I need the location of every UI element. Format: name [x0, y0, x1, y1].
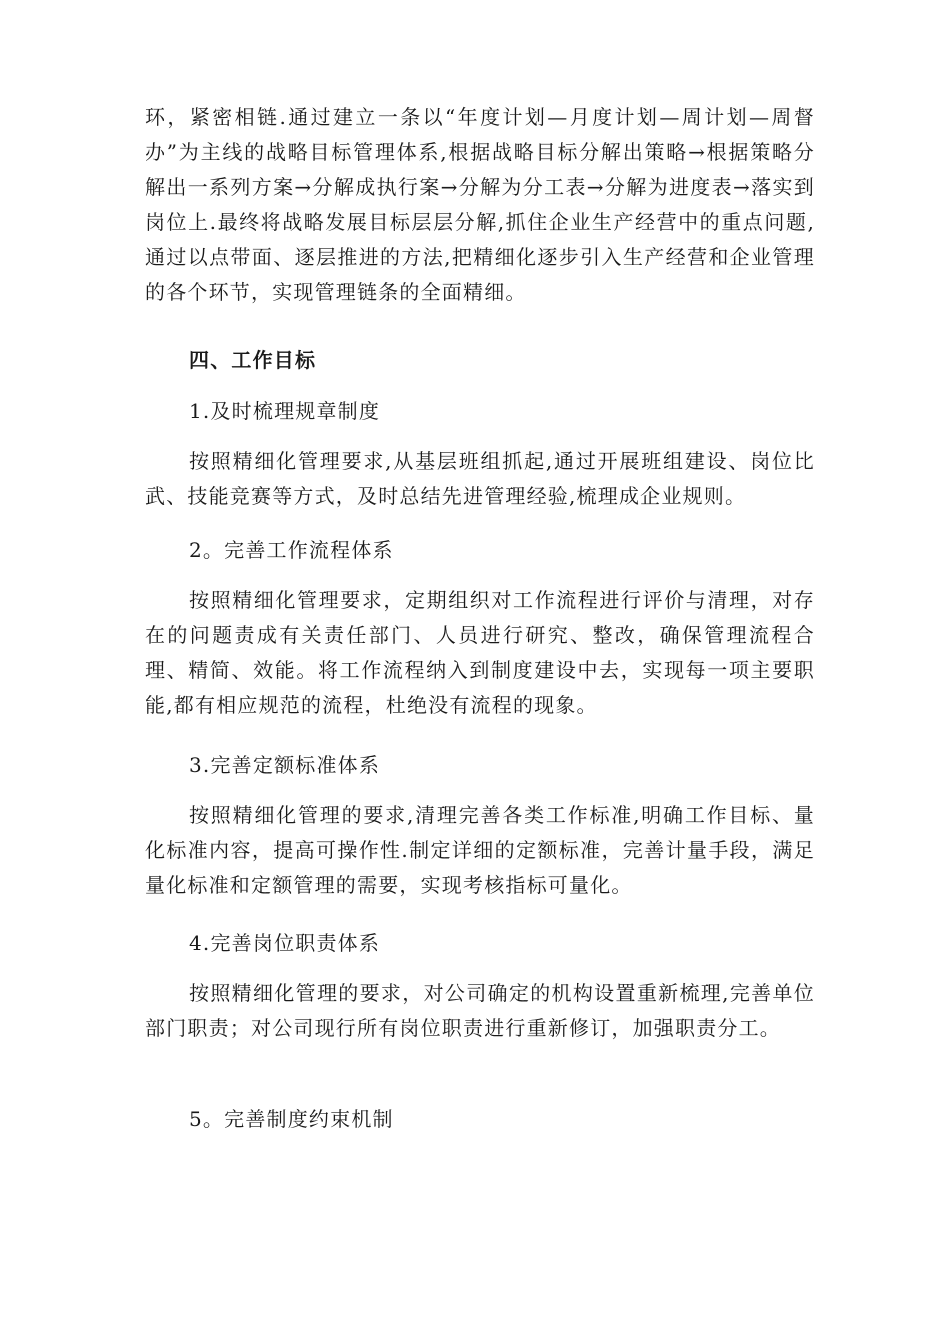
item-2-body: 按照精细化管理要求，定期组织对工作流程进行评价与清理，对存在的问题责成有关责任部门、人员进行研究、整改，确保管理流程合理、精简、效能。将工作流程纳入到制度建设中去，实现每一项主要职能,都有相应规范的流程，杜绝没有流程的现象。 — [145, 588, 815, 717]
item-3-title: 3.完善定额标准体系 — [189, 753, 381, 777]
section-heading: 四、工作目标 — [189, 348, 317, 372]
item-4-title: 4.完善岗位职责体系 — [189, 931, 381, 955]
item-2-title: 2。完善工作流程体系 — [189, 538, 394, 562]
item-4-body: 按照精细化管理的要求，对公司确定的机构设置重新梳理,完善单位部门职责；对公司现行所有岗位职责进行重新修订，加强职责分工。 — [145, 981, 815, 1040]
item-3-body: 按照精细化管理的要求,清理完善各类工作标准,明确工作目标、量化标准内容，提高可操作性.制定详细的定额标准，完善计量手段，满足量化标准和定额管理的需要，实现考核指标可量化。 — [145, 803, 815, 897]
item-5-title: 5。完善制度约束机制 — [189, 1107, 394, 1131]
intro-paragraph: 环，紧密相链.通过建立一条以“年度计划—月度计划—周计划—周督办”为主线的战略目标管理体系,根据战略目标分解出策略→根据策略分解出一系列方案→分解成执行案→分解为分工表→分解为进度表→落实到岗位上.最终将战略发展目标层层分解,抓住企业生产经营中的重点问题,通过以点带面、逐层推进的方法,把精细化逐步引入生产经营和企业管理的各个环节，实现管理链条的全面精细。 — [145, 105, 815, 304]
item-1-title: 1.及时梳理规章制度 — [189, 399, 381, 423]
item-1-body: 按照精细化管理要求,从基层班组抓起,通过开展班组建设、岗位比武、技能竞赛等方式，及时总结先进管理经验,梳理成企业规则。 — [145, 449, 815, 508]
